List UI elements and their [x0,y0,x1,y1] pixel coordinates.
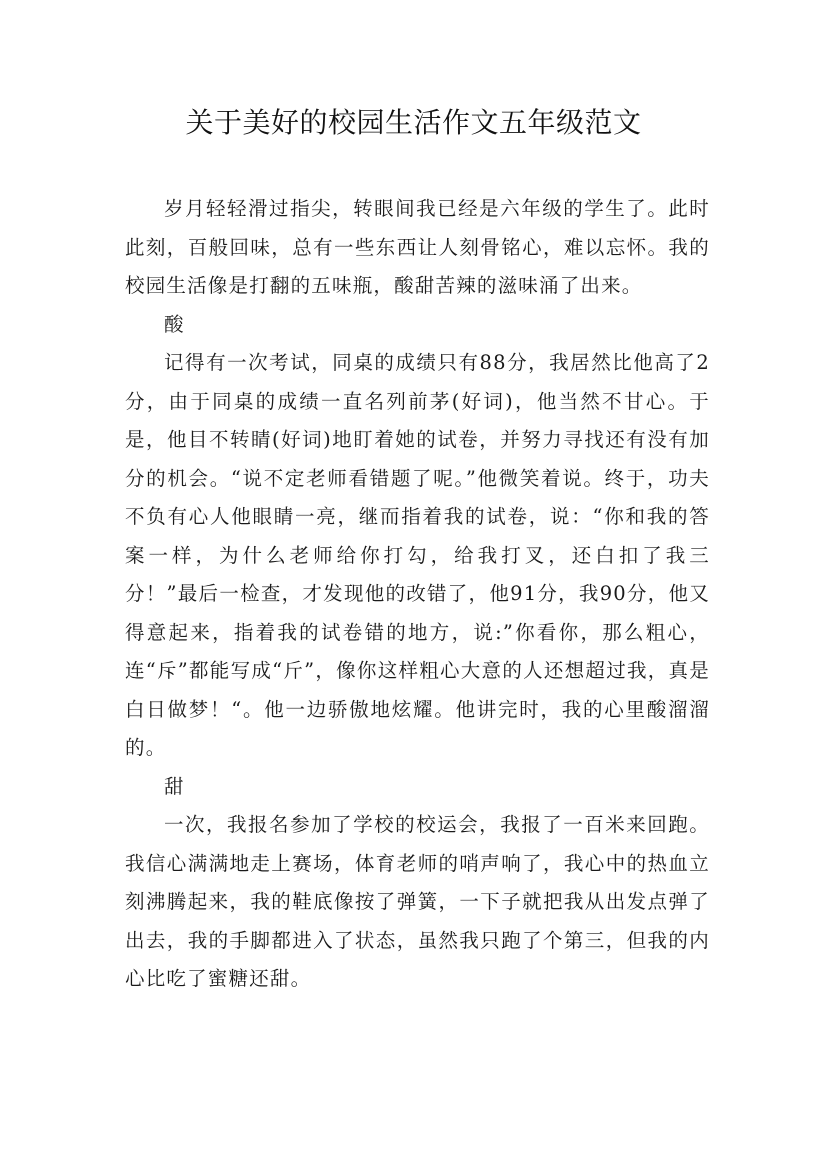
paragraph-sour: 记得有一次考试，同桌的成绩只有88分，我居然比他高了2分，由于同桌的成绩一直名列前茅(好词)，他当然不甘心。于是，他目不转睛(好词)地盯着她的试卷，并努力寻找还有没有加分的机会。“说不定老师看错题了呢。”他微笑着说。终于，功夫不负有心人他眼睛一亮，继而指着我的试卷，说：“你和我的答案一样，为什么老师给你打勾，给我打叉，还白扣了我三分！”最后一检查，才发现他的改错了，他91分，我90分，他又得意起来，指着我的试卷错的地方，说:”你看你，那么粗心，连“斥”都能写成“斤”，像你这样粗心大意的人还想超过我，真是白日做梦！“。他一边骄傲地炫耀。他讲完时，我的心里酸溜溜的。 [125,351,710,759]
document-body [125,190,710,999]
section-heading-sour: 酸 [164,312,185,336]
document-title: 关于美好的校园生活作文五年级范文 [185,106,642,139]
paragraph-intro: 岁月轻轻滑过指尖，转眼间我已经是六年级的学生了。此时此刻，百般回味，总有一些东西让人刻骨铭心，难以忘怀。我的校园生活像是打翻的五味瓶，酸甜苦辣的滋味涌了出来。 [125,197,710,297]
section-heading-sweet: 甜 [164,774,185,798]
paragraph-sweet: 一次，我报名参加了学校的校运会，我报了一百米来回跑。我信心满满地走上赛场，体育老师的哨声响了，我心中的热血立刻沸腾起来，我的鞋底像按了弹簧，一下子就把我从出发点弹了出去，我的手脚都进入了状态，虽然我只跑了个第三，但我的内心比吃了蜜糖还甜。 [125,813,710,990]
